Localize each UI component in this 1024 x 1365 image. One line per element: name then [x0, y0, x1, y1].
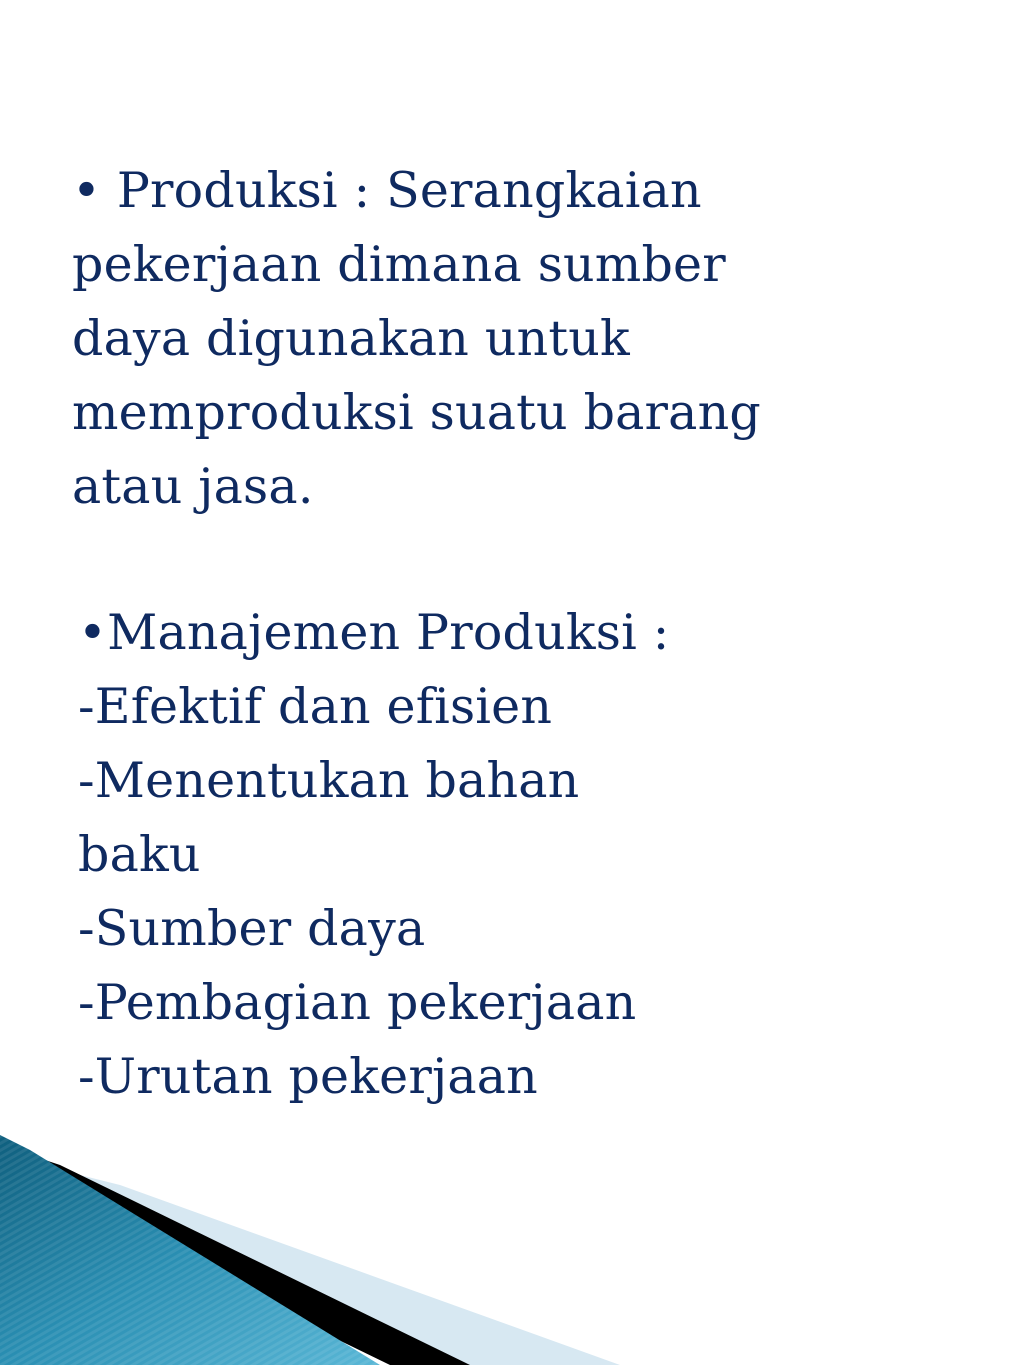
management-list — [78, 596, 978, 1114]
definition-line: daya digunakan untuk — [72, 310, 630, 367]
list-item: -Efektif dan efisien — [78, 678, 553, 735]
definition-line: memproduksi suatu barang — [72, 384, 761, 441]
list-item: baku — [78, 826, 201, 883]
management-heading: •Manajemen Produksi : — [78, 604, 670, 661]
list-item: -Pembagian pekerjaan — [78, 974, 637, 1031]
definition-line: pekerjaan dimana sumber — [72, 236, 726, 293]
teal-swoosh-icon — [0, 1135, 1024, 1365]
list-item: -Sumber daya — [78, 900, 426, 957]
list-item: -Urutan pekerjaan — [78, 1048, 538, 1105]
list-item: -Menentukan bahan — [78, 752, 580, 809]
definition-line: • Produksi : Serangkaian — [72, 162, 702, 219]
definition-paragraph — [72, 154, 972, 524]
definition-line: atau jasa. — [72, 458, 314, 515]
